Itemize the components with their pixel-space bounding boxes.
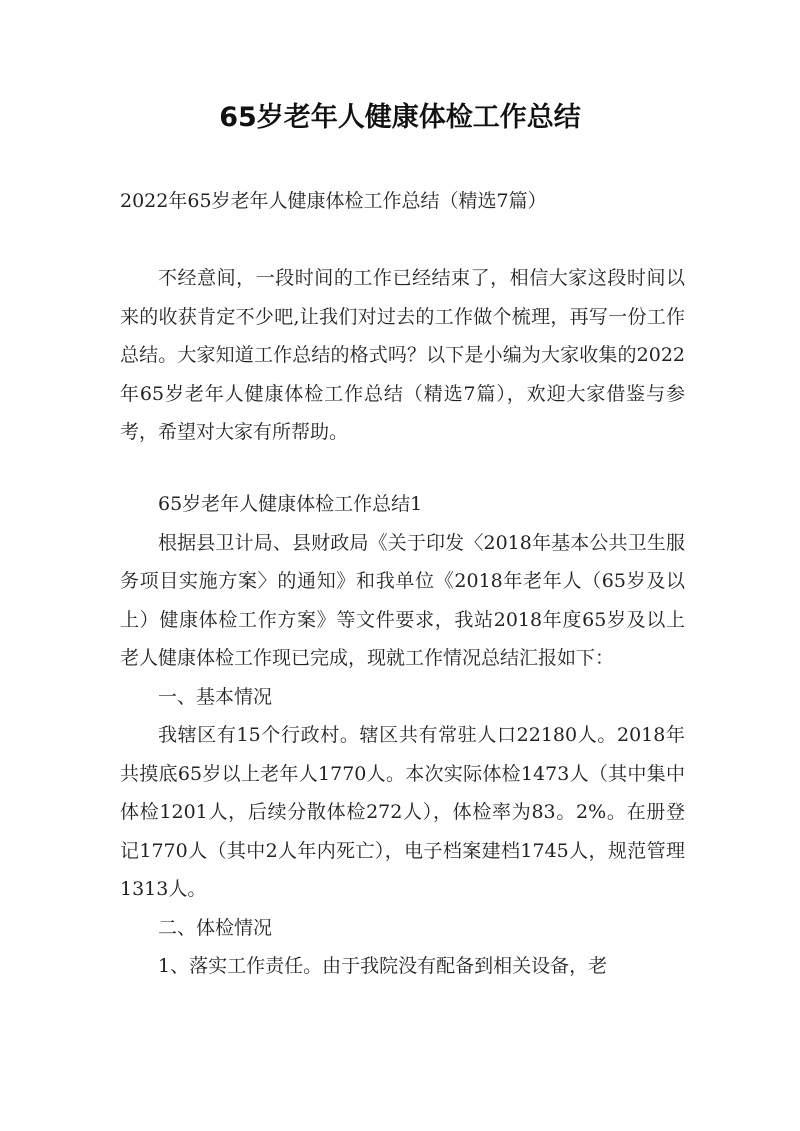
section-1-subheading-1: 一、基本情况: [158, 685, 273, 708]
section-1-paragraph-1: 根据县卫计局、县财政局《关于印发〈2018年基本公共卫生服务项目实施方案〉的通知》和我单位《2018年老年人（65岁及以上）健康体检工作方案》等文件要求，我站2018年度65岁及以上老人健康体检工作现已完成，现就工作情况总结汇报如下：: [120, 531, 685, 669]
document-subtitle: 2022年65岁老年人健康体检工作总结（精选7篇）: [120, 190, 547, 212]
section-1-paragraph-2: 我辖区有15个行政村。辖区共有常驻人口22180人。2018年共摸底65岁以上老年人1770人。本次实际体检1473人（其中集中体检1201人，后续分散体检272人），体检率为83。2%。在册登记1770人（其中2人年内死亡），电子档案建档1745人，规范管理1313人。: [120, 724, 685, 900]
section-1: [120, 485, 685, 986]
section-1-heading: 65岁老年人健康体检工作总结1: [158, 493, 423, 515]
section-1-subheading-2: 二、体检情况: [158, 916, 273, 939]
document-title: 65岁老年人健康体检工作总结: [219, 102, 581, 133]
section-1-paragraph-3: 1、落实工作责任。由于我院没有配备到相关设备，老: [158, 955, 608, 977]
intro-paragraph: 不经意间，一段时间的工作已经结束了，相信大家这段时间以来的收获肯定不少吧,让我们对过去的工作做个梳理，再写一份工作总结。大家知道工作总结的格式吗？以下是小编为大家收集的2022年65岁老年人健康体检工作总结（精选7篇），欢迎大家借鉴与参考，希望对大家有所帮助。: [120, 267, 685, 443]
